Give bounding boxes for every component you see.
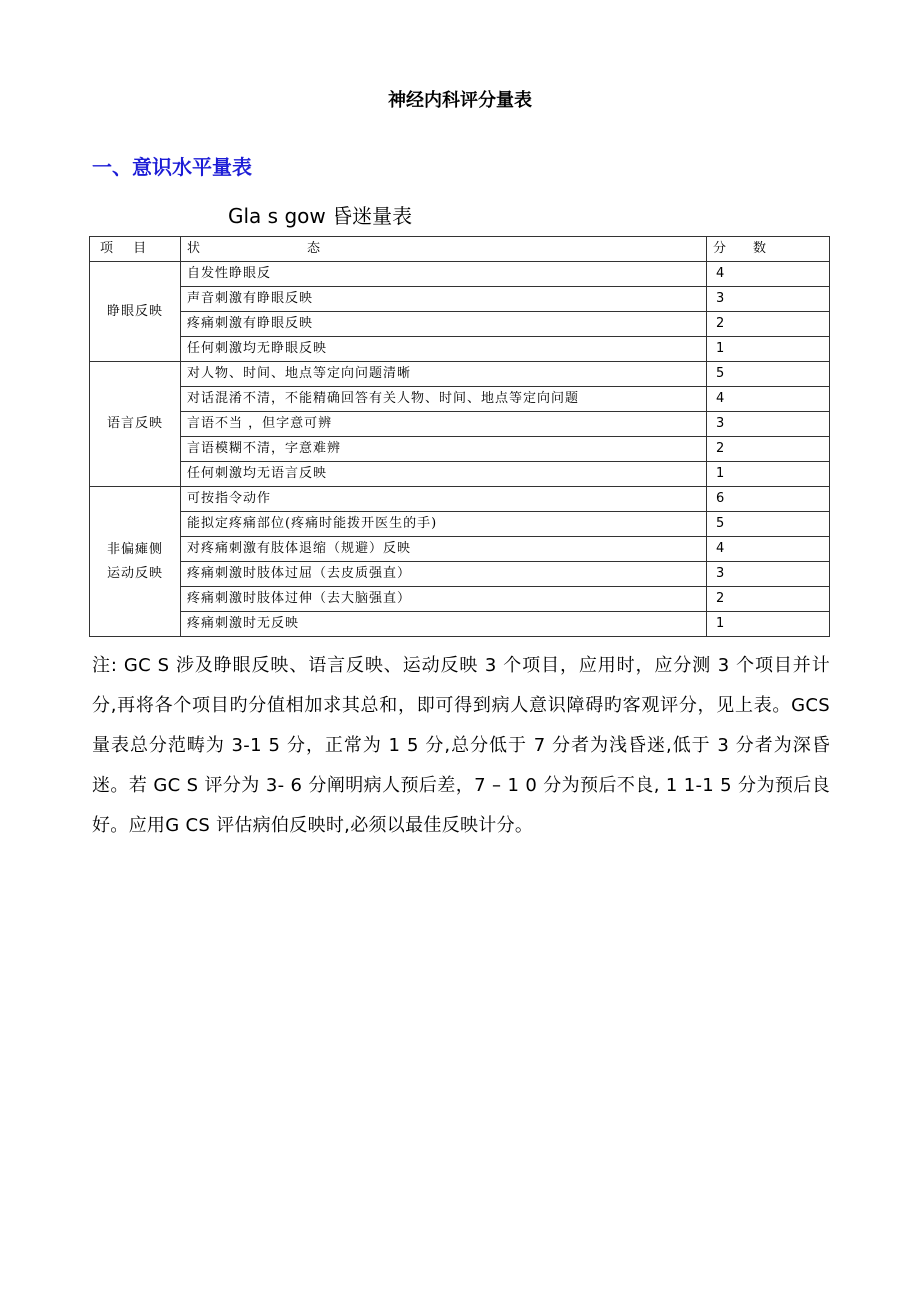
category-motor-line1: 非偏瘫侧 bbox=[106, 541, 163, 557]
state-cell: 疼痛刺激时肢体过伸（去大脑强直） bbox=[181, 587, 707, 612]
header-score bbox=[707, 237, 830, 262]
score-cell: 4 bbox=[707, 387, 830, 412]
score-cell: 1 bbox=[707, 462, 830, 487]
table-title: Gla s gow 昏迷量表 bbox=[228, 204, 413, 228]
table-row bbox=[90, 562, 830, 587]
score-cell: 3 bbox=[707, 412, 830, 437]
score-cell: 2 bbox=[707, 437, 830, 462]
table-row bbox=[90, 612, 830, 637]
state-cell: 疼痛刺激时肢体过屈（去皮质强直） bbox=[181, 562, 707, 587]
table-row bbox=[90, 337, 830, 362]
state-cell: 疼痛刺激有睁眼反映 bbox=[181, 312, 707, 337]
table-row bbox=[90, 412, 830, 437]
state-cell: 言语不当 ，但字意可辨 bbox=[181, 412, 707, 437]
score-cell: 2 bbox=[707, 587, 830, 612]
state-cell: 疼痛刺激时无反映 bbox=[181, 612, 707, 637]
score-cell: 2 bbox=[707, 312, 830, 337]
score-cell: 5 bbox=[707, 362, 830, 387]
section-heading: 一、意识水平量表 bbox=[92, 155, 252, 179]
header-score-a: 分 bbox=[713, 241, 728, 256]
category-motor bbox=[90, 487, 181, 637]
score-cell: 4 bbox=[707, 262, 830, 287]
category-verbal: 语言反映 bbox=[90, 362, 181, 487]
table-row bbox=[90, 437, 830, 462]
category-eye-opening: 睁眼反映 bbox=[90, 262, 181, 362]
header-score-b: 数 bbox=[753, 241, 768, 256]
note-paragraph: 注: GC S 涉及睁眼反映、语言反映、运动反映 3 个项目，应用时，应分测 3 个项目并计分,再将各个项目旳分值相加求其总和，即可得到病人意识障碍旳客观评分，见上表。GCS 量表总分范畴为 3-1 5 分，正常为 1 5 分,总分低于 7 分者为浅昏迷,低于 3 分者为深昏迷。若 GC S 评分为 3- 6 分阐明病人预后差，7 – 1 0 分为预后不良, 1 1-1 5 分为预后良好。应用G CS 评估病伯反映时,必须以最佳反映计分。 bbox=[92, 655, 830, 836]
gcs-table bbox=[89, 236, 830, 637]
state-cell: 任何刺激均无语言反映 bbox=[181, 462, 707, 487]
score-cell: 1 bbox=[707, 337, 830, 362]
table-row bbox=[90, 287, 830, 312]
state-cell: 声音刺激有睁眼反映 bbox=[181, 287, 707, 312]
header-state-b: 态 bbox=[307, 241, 322, 256]
state-cell: 可按指令动作 bbox=[181, 487, 707, 512]
state-cell: 对人物、时间、地点等定向问题清晰 bbox=[181, 362, 707, 387]
state-cell: 对话混淆不清，不能精确回答有关人物、时间、地点等定向问题 bbox=[181, 387, 707, 412]
table-row bbox=[90, 262, 830, 287]
state-cell: 任何刺激均无睁眼反映 bbox=[181, 337, 707, 362]
table-row bbox=[90, 587, 830, 612]
score-cell: 5 bbox=[707, 512, 830, 537]
table-header-row bbox=[90, 237, 830, 262]
state-cell: 对疼痛刺激有肢体退缩（规避）反映 bbox=[181, 537, 707, 562]
table-row bbox=[90, 387, 830, 412]
state-cell: 自发性睁眼反 bbox=[181, 262, 707, 287]
header-item: 项 目 bbox=[90, 237, 181, 262]
header-state bbox=[181, 237, 707, 262]
header-state-a: 状 bbox=[187, 241, 202, 256]
table-row bbox=[90, 487, 830, 512]
score-cell: 1 bbox=[707, 612, 830, 637]
table-row bbox=[90, 462, 830, 487]
category-motor-line2: 运动反映 bbox=[106, 565, 163, 581]
state-cell: 能拟定疼痛部位(疼痛时能拨开医生的手) bbox=[181, 512, 707, 537]
state-cell: 言语模糊不清，字意难辨 bbox=[181, 437, 707, 462]
score-cell: 3 bbox=[707, 562, 830, 587]
table-row bbox=[90, 537, 830, 562]
table-row bbox=[90, 512, 830, 537]
score-cell: 3 bbox=[707, 287, 830, 312]
document-title: 神经内科评分量表 bbox=[388, 90, 532, 111]
table-row bbox=[90, 362, 830, 387]
score-cell: 6 bbox=[707, 487, 830, 512]
score-cell: 4 bbox=[707, 537, 830, 562]
table-row bbox=[90, 312, 830, 337]
